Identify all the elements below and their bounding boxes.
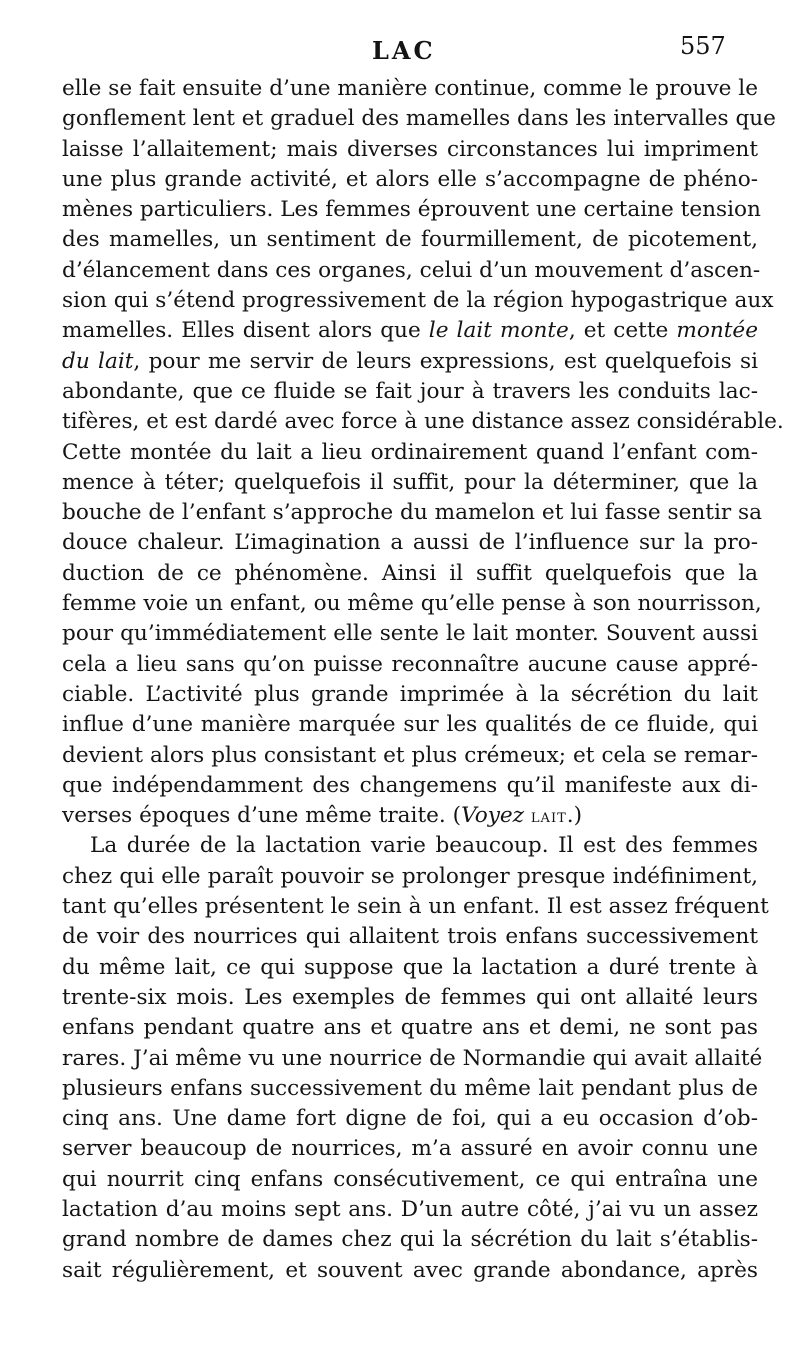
text-line: cela a lieu sans qu’on puisse reconnaître aucune cause appré- bbox=[62, 651, 758, 677]
text-line: duction de ce phénomène. Ainsi il suffit quelquefois que la bbox=[62, 560, 758, 586]
paragraph-start-line: La durée de la lactation varie beaucoup. Il est des femmes bbox=[90, 833, 758, 859]
text-line: chez qui elle paraît pouvoir se prolonger presque indéfiniment, bbox=[62, 863, 758, 889]
italic-phrase: montée bbox=[676, 318, 758, 344]
text-line: influe d’une manière marquée sur les qualités de ce fluide, qui bbox=[62, 712, 758, 738]
text-line: mence à téter; quelquefois il suffit, pour la déterminer, que la bbox=[62, 469, 758, 495]
text-line: devient alors plus consistant et plus crémeux; et cela se remar- bbox=[62, 742, 758, 768]
text-line: des mamelles, un sentiment de fourmillement, de picotement, bbox=[62, 227, 758, 253]
text-line: elle se fait ensuite d’une manière continue, comme le prouve le bbox=[62, 76, 758, 101]
page-number: 557 bbox=[680, 32, 726, 60]
text-line: gonflement lent et graduel des mamelles dans les intervalles que bbox=[62, 106, 776, 132]
text-line: lactation d’au moins sept ans. D’un autre côté, j’ai vu un assez bbox=[62, 1196, 758, 1222]
text-line: cinq ans. Une dame fort digne de foi, qui a eu occasion d’ob- bbox=[62, 1106, 758, 1132]
running-head bbox=[0, 32, 800, 76]
text-line: que indépendamment des changemens qu’il manifeste aux di- bbox=[62, 772, 758, 798]
cross-reference-label: Voyez bbox=[461, 803, 525, 829]
text-line: rares. J’ai même vu une nourrice de Normandie qui avait allaité bbox=[62, 1045, 763, 1071]
text-line: bouche de l’enfant s’approche du mamelon et lui fasse sentir sa bbox=[62, 500, 762, 526]
text-line: trente-six mois. Les exemples de femmes qui ont allaité leurs bbox=[62, 984, 758, 1010]
text-line: femme voie un enfant, ou même qu’elle pense à son nourrisson, bbox=[62, 591, 762, 617]
cross-reference-target: lait bbox=[530, 806, 567, 828]
text-line: douce chaleur. L’imagination a aussi de l’influence sur la pro- bbox=[62, 530, 758, 556]
text-line-with-reference: verses époques d’une même traite. (Voyez lait.) bbox=[62, 803, 583, 829]
text-line: qui nourrit cinq enfans consécutivement, ce qui entraîna une bbox=[62, 1166, 758, 1192]
text-line-with-italics: du lait, pour me servir de leurs expressions, est quelquefois si bbox=[62, 348, 758, 374]
text-line: d’élancement dans ces organes, celui d’un mouvement d’ascen- bbox=[62, 257, 761, 283]
text-line-with-italics: mamelles. Elles disent alors que le lait monte, et cette montée bbox=[62, 318, 758, 344]
text-line: une plus grande activité, et alors elle s’accompagne de phéno- bbox=[62, 166, 758, 192]
text-line: ciable. L’activité plus grande imprimée à la sécrétion du lait bbox=[62, 681, 758, 707]
text-line: sion qui s’étend progressivement de la région hypogastrique aux bbox=[62, 288, 774, 314]
text-line: enfans pendant quatre ans et quatre ans et demi, ne sont pas bbox=[62, 1015, 758, 1041]
body-text bbox=[62, 74, 784, 1286]
text-line: pour qu’immédiatement elle sente le lait monter. Souvent aussi bbox=[62, 621, 758, 647]
text-line: server beaucoup de nourrices, m’a assuré en avoir connu une bbox=[62, 1136, 758, 1162]
text-line: mènes particuliers. Les femmes éprouvent une certaine tension bbox=[62, 197, 761, 223]
text-line: tifères, et est dardé avec force à une distance assez considérable. bbox=[62, 409, 784, 435]
running-head-title: LAC bbox=[372, 36, 436, 65]
text-line: du même lait, ce qui suppose que la lactation a duré trente à bbox=[62, 954, 758, 980]
text-line: abondante, que ce fluide se fait jour à travers les conduits lac- bbox=[62, 378, 758, 404]
text-line: plusieurs enfans successivement du même lait pendant plus de bbox=[62, 1075, 758, 1101]
italic-phrase: du lait bbox=[62, 348, 134, 374]
text-line: laisse l’allaitement; mais diverses circonstances lui impriment bbox=[62, 136, 758, 162]
text-line: tant qu’elles présentent le sein à un enfant. Il est assez fréquent bbox=[62, 894, 769, 920]
italic-phrase: le lait monte bbox=[428, 318, 569, 344]
text-line: de voir des nourrices qui allaitent trois enfans successivement bbox=[62, 924, 758, 950]
text-line: sait régulièrement, et souvent avec grande abondance, après bbox=[62, 1257, 758, 1283]
text-line: grand nombre de dames chez qui la sécrétion du lait s’établis- bbox=[62, 1227, 758, 1253]
text-line: Cette montée du lait a lieu ordinairement quand l’enfant com- bbox=[62, 439, 758, 465]
